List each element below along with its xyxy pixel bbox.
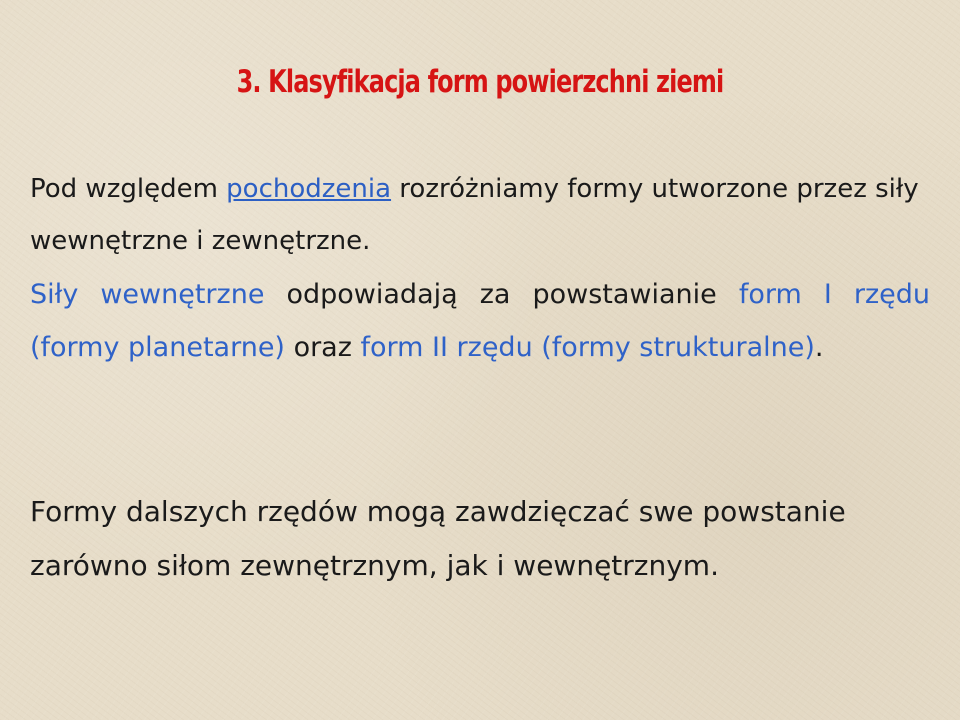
paragraph-internal-forces [30, 268, 930, 374]
paragraph-origin-text-1: Pod względem [30, 174, 227, 204]
second-order-forms-term: form II rzędu (formy strukturalne) [360, 332, 815, 363]
paragraph-origin-text-2: rozróżniamy formy utworzone przez siły wewnętrzne i zewnętrzne. [30, 174, 919, 256]
paragraph-further-orders: Formy dalszych rzędów mogą zawdzięczać swe powstanie zarówno siłom zewnętrznym, jak i wewnętrznym. [30, 495, 846, 582]
paragraph-internal-text-1: odpowiadają za powstawianie [264, 279, 739, 310]
first-order-forms-term: form I rzędu (formy planetarne) [30, 279, 930, 363]
slide-title: 3. Klasyfikacja form powierzchni ziemi [236, 64, 724, 100]
link-pochodzenia[interactable]: pochodzenia [226, 174, 392, 204]
internal-forces-term: Siły wewnętrzne [30, 279, 265, 310]
paragraph-origin [30, 163, 930, 267]
paragraph-internal-text-2: oraz [284, 332, 361, 363]
paragraph-internal-text-3: . [814, 332, 824, 363]
